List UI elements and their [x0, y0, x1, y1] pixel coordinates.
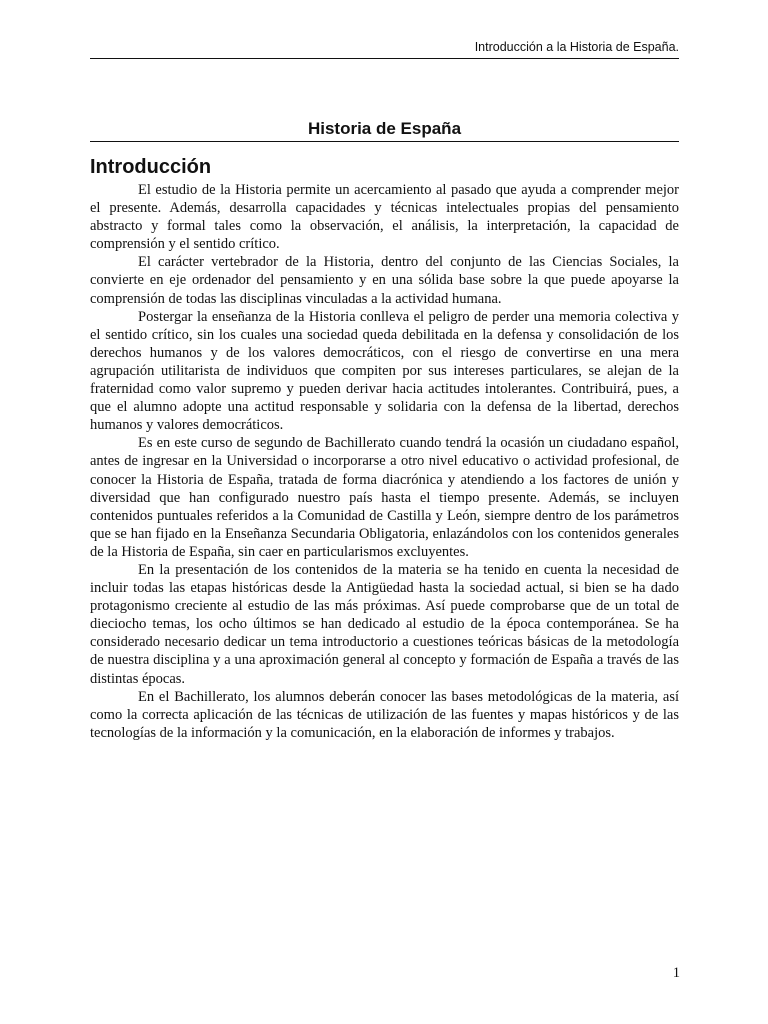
paragraph: En la presentación de los contenidos de la materia se ha tenido en cuenta la necesidad de incluir todas las etapas históricas desde la Antigüedad hasta la sociedad actual, si bien se ha dado protagonismo creciente al estudio de las más próximas. Así puede comprobarse que de un total de dieciocho temas, los ocho últimos se han dedicado al estudio de la época contemporánea. Se ha considerado necesario dedicar un tema introductorio a cuestiones teóricas básicas de la metodología de nuestra disciplina y a una aproximación general al concepto y formación de España a través de las distintas épocas.	[90, 561, 679, 687]
body-text	[90, 181, 679, 742]
paragraph: Es en este curso de segundo de Bachillerato cuando tendrá la ocasión un ciudadano español, antes de ingresar en la Universidad o incorporarse a otro nivel educativo o actividad profesional, de conocer la Historia de España, tratada de forma diacrónica y atendiendo a los factores de unión y diversidad que han configurado nuestro país hasta el tiempo presente. Además, se incluyen contenidos puntuales referidos a la Comunidad de Castilla y León, siempre dentro de los parámetros que se han fijado en la Enseñanza Secundaria Obligatoria, enlazándolos con los contenidos generales de la Historia de España, sin caer en particularismos excluyentes.	[90, 435, 679, 560]
document-title: Historia de España	[90, 119, 679, 142]
paragraph: En el Bachillerato, los alumnos deberán conocer las bases metodológicas de la materia, así como la correcta aplicación de las técnicas de utilización de las fuentes y mapas históricos y de las tecnologías de la información y la comunicación, en la elaboración de informes y trabajos.	[90, 688, 679, 741]
running-header: Introducción a la Historia de España.	[90, 39, 679, 59]
page-number: 1	[672, 965, 680, 981]
paragraph: Postergar la enseñanza de la Historia conlleva el peligro de perder una memoria colectiva y el sentido crítico, sin los cuales una sociedad queda debilitada en la defensa y consolidación de los derechos humanos y de los valores democráticos, con el riesgo de convertirse en una mera agrupación utilitarista de individuos que compiten por sus intereses particulares, se alejan de la fraternidad como valor supremo y pueden derivar hacia actitudes intolerantes. Contribuirá, pues, a que el alumno adopte una actitud responsable y solidaria con la defensa de la libertad, derechos humanos y valores democráticos.	[90, 308, 679, 434]
paragraph: El carácter vertebrador de la Historia, dentro del conjunto de las Ciencias Sociales, la convierte en eje ordenador del pensamiento y en una sólida base sobre la que puede apoyarse la comprensión de todas las disciplinas vinculadas a la actividad humana.	[90, 254, 679, 307]
section-heading: Introducción	[90, 156, 212, 178]
paragraph: El estudio de la Historia permite un acercamiento al pasado que ayuda a comprender mejor el presente. Además, desarrolla capacidades y técnicas intelectuales propias del pensamiento abstracto y formal tales como la observación, el análisis, la interpretación, la capacidad de comprensión y el sentido crítico.	[90, 182, 679, 253]
